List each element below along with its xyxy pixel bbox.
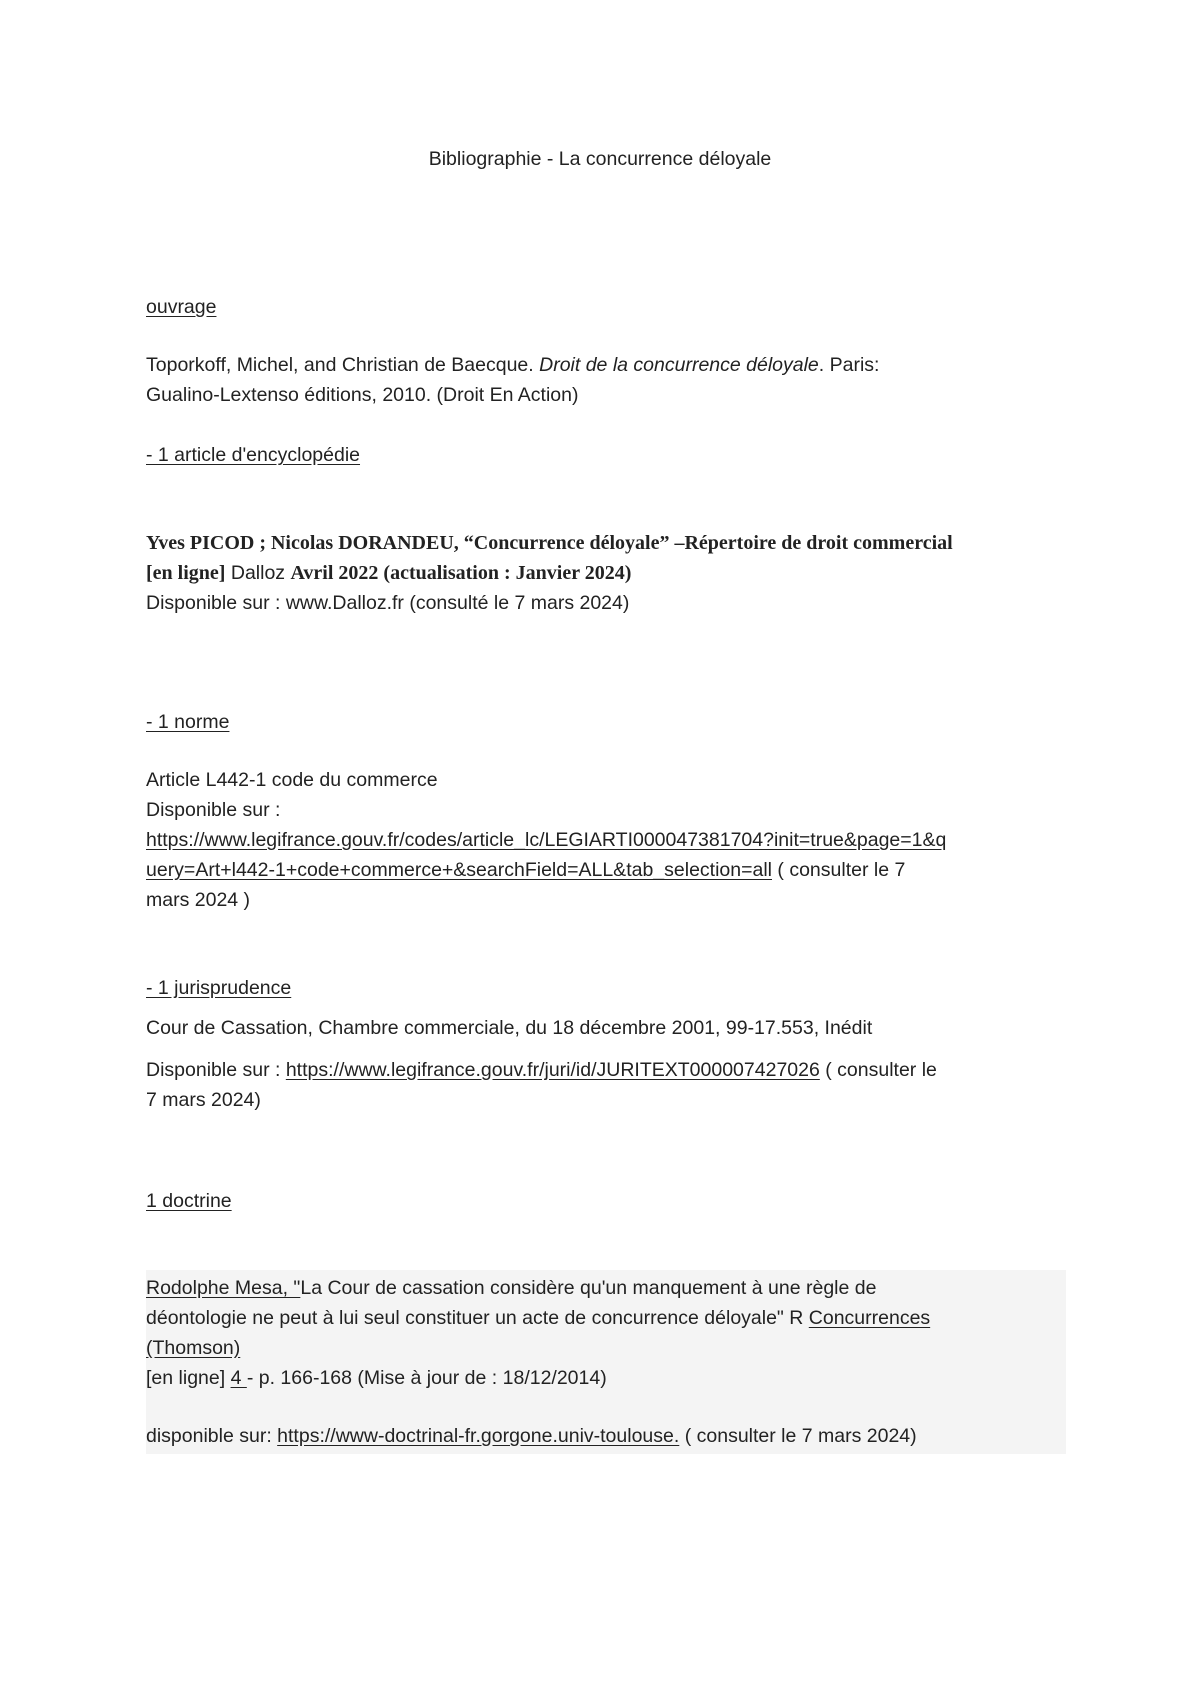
jurisprudence-line-end: 7 mars 2024)	[146, 1089, 261, 1111]
norme-line-end: mars 2024 )	[146, 889, 251, 911]
norme-url-line1	[146, 825, 1066, 855]
reference-jurisprudence	[146, 1055, 1066, 1115]
doctrine-issue-link[interactable]: 4	[230, 1367, 247, 1389]
doctrine-line3	[146, 1333, 1066, 1363]
reference-jurisprudence-line1: Cour de Cassation, Chambre commerciale, du 18 décembre 2001, 99-17.553, Inédit	[146, 1017, 873, 1039]
encyclopedie-line1: Yves PICOD ; Nicolas DORANDEU, “Concurrence déloyale” –Répertoire de droit commercial	[146, 532, 953, 554]
reference-ouvrage-line1: Toporkoff, Michel, and Christian de Baecque. Droit de la concurrence déloyale. Paris:	[146, 354, 880, 376]
norme-line1: Article L442-1 code du commerce	[146, 769, 438, 791]
doctrine-avail	[146, 1421, 1066, 1451]
doctrine-line4: [en ligne] 4 - p. 166-168 (Mise à jour de : 18/12/2014)	[146, 1367, 607, 1389]
section-heading-doctrine: 1 doctrine	[146, 1190, 232, 1212]
doctrine-line1: Rodolphe Mesa, "La Cour de cassation considère qu'un manquement à une règle de	[146, 1277, 877, 1299]
doctrine-journal-link-continued[interactable]: (Thomson)	[146, 1337, 241, 1359]
section-heading-ouvrage: ouvrage	[146, 296, 217, 318]
reference-ouvrage	[146, 350, 1066, 410]
norme-line2: Disponible sur :	[146, 799, 281, 821]
section-heading-jurisprudence: - 1 jurisprudence	[146, 977, 292, 999]
jurisprudence-avail-line: Disponible sur : https://www.legifrance.gouv.fr/juri/id/JURITEXT000007427026 ( consulter le	[146, 1059, 937, 1081]
reference-norme	[146, 765, 1066, 915]
doctrine-avail-line: disponible sur: https://www-doctrinal-fr.gorgone.univ-toulouse. ( consulter le 7 mars 2024)	[146, 1425, 917, 1447]
section-heading-norme: - 1 norme	[146, 711, 230, 733]
reference-encyclopedie	[146, 528, 1066, 618]
section-heading-encyclopedie: - 1 article d'encyclopédie	[146, 444, 361, 466]
doctrine-author: Rodolphe Mesa, "	[146, 1277, 301, 1299]
norme-url-line2: uery=Art+l442-1+code+commerce+&searchField=ALL&tab_selection=all ( consulter le 7	[146, 859, 906, 881]
encyclopedie-line2: [en ligne] Dalloz Avril 2022 (actualisation : Janvier 2024)	[146, 562, 632, 584]
book-title: Droit de la concurrence déloyale	[539, 354, 819, 376]
document-title: Bibliographie - La concurrence déloyale	[428, 148, 772, 170]
norme-link-continued[interactable]: uery=Art+l442-1+code+commerce+&searchField=ALL&tab_selection=all	[146, 859, 772, 881]
reference-ouvrage-line2: Gualino-Lextenso éditions, 2010. (Droit En Action)	[146, 384, 579, 406]
doctrine-journal-link[interactable]: Concurrences	[808, 1307, 931, 1329]
doctrine-link[interactable]: https://www-doctrinal-fr.gorgone.univ-toulouse.	[277, 1425, 680, 1447]
reference-doctrine	[146, 1273, 1066, 1393]
doctrine-line2: déontologie ne peut à lui seul constituer un acte de concurrence déloyale" R Concurrences	[146, 1307, 931, 1329]
jurisprudence-link[interactable]: https://www.legifrance.gouv.fr/juri/id/JURITEXT000007427026	[285, 1059, 820, 1081]
norme-link[interactable]: https://www.legifrance.gouv.fr/codes/article_lc/LEGIARTI000047381704?init=true&page=1&q	[146, 829, 947, 851]
encyclopedie-line3: Disponible sur : www.Dalloz.fr (consulté le 7 mars 2024)	[146, 592, 630, 614]
